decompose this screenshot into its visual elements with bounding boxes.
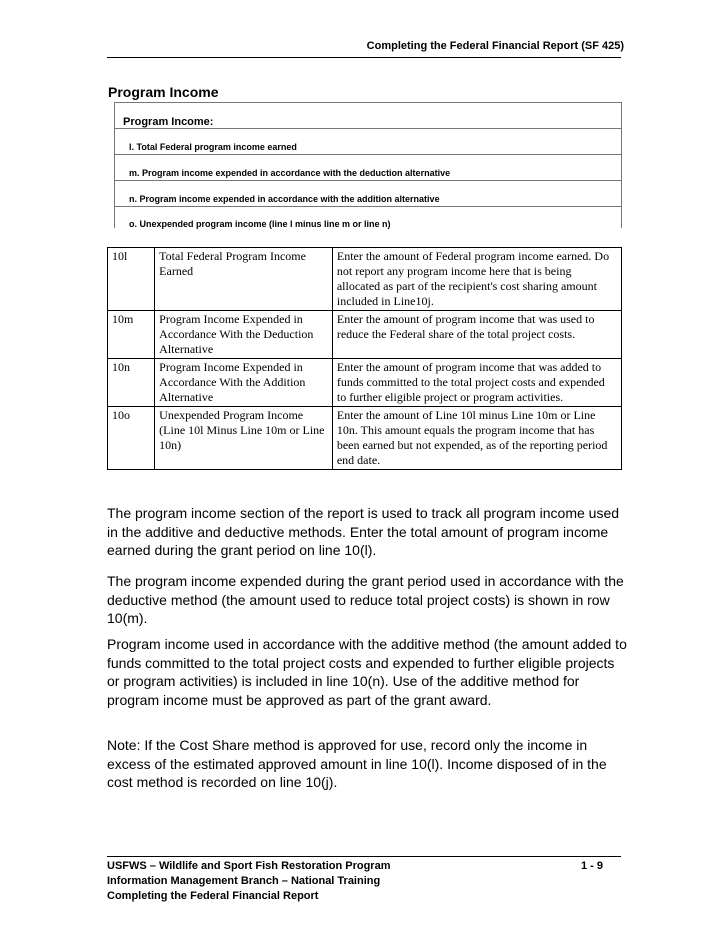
table-row [108, 407, 622, 470]
line-code: 10n [108, 359, 155, 407]
page-number: 1 - 9 [581, 860, 604, 872]
line-title: Total Federal Program Income Earned [155, 248, 333, 311]
form-line-n: n. Program income expended in accordance with the addition alternative [129, 194, 440, 204]
line-code: 10m [108, 311, 155, 359]
line-description: Enter the amount of program income that was added to funds committed to the total project costs and expended to further eligible project or program activities. [332, 359, 621, 407]
form-line-o: o. Unexpended program income (line l minus line m or line n) [129, 219, 391, 229]
line-description: Enter the amount of Federal program income earned. Do not report any program income here that is being allocated as part of the recipient's cost sharing amount included in Line10j. [332, 248, 621, 311]
form-row-divider [114, 206, 622, 207]
table-row [108, 359, 622, 407]
body-paragraph-1: The program income section of the report is used to track all program income used in the additive and deductive methods. Enter the total amount of program income earned during the grant period on line 10(l). [107, 505, 620, 558]
line-title: Unexpended Program Income (Line 10l Minus Line 10m or Line 10n) [155, 407, 333, 470]
form-row-divider [114, 154, 622, 155]
line-description: Enter the amount of program income that was used to reduce the Federal share of the total project costs. [332, 311, 621, 359]
form-left-border [114, 102, 115, 228]
line-code: 10o [108, 407, 155, 470]
header-divider [107, 57, 621, 58]
form-right-border [621, 102, 622, 228]
form-line-l: l. Total Federal program income earned [129, 142, 297, 152]
line-description: Enter the amount of Line 10l minus Line 10m or Line 10n. This amount equals the program income that has been earned but not expended, as of the reporting period end date. [332, 407, 621, 470]
table-row [108, 311, 622, 359]
body-paragraph-4: Note: If the Cost Share method is approved for use, record only the income in excess of the estimated approved amount in line 10(l). Income disposed of in the cost method is recorded on line 10(j). [107, 737, 607, 790]
form-row-divider [114, 180, 622, 181]
body-paragraph-2: The program income expended during the grant period used in accordance with the deductive method (the amount used to reduce total project costs) is shown in row 10(m). [107, 573, 624, 626]
form-heading: Program Income: [123, 116, 214, 128]
footer-course: Completing the Federal Financial Report [107, 890, 319, 902]
footer-branch: Information Management Branch – National Training [107, 875, 381, 887]
form-line-m: m. Program income expended in accordance with the deduction alternative [129, 168, 451, 178]
line-title: Program Income Expended in Accordance With the Deduction Alternative [155, 311, 333, 359]
line-code: 10l [108, 248, 155, 311]
form-top-border [114, 102, 622, 103]
line-definitions-table [107, 247, 622, 470]
table-row [108, 248, 622, 311]
body-paragraph-3: Program income used in accordance with the additive method (the amount added to funds committed to the total project costs and expended to further eligible projects or program activities) is included in line 10(n). Use of the additive method for program income must be approved as part of the grant award. [107, 636, 627, 708]
running-header: Completing the Federal Financial Report (SF 425) [366, 40, 624, 52]
section-title: Program Income [108, 84, 219, 100]
footer-organization: USFWS – Wildlife and Sport Fish Restoration Program [107, 860, 391, 872]
form-row-divider [114, 128, 622, 129]
line-title: Program Income Expended in Accordance With the Addition Alternative [155, 359, 333, 407]
footer-divider [107, 856, 621, 857]
